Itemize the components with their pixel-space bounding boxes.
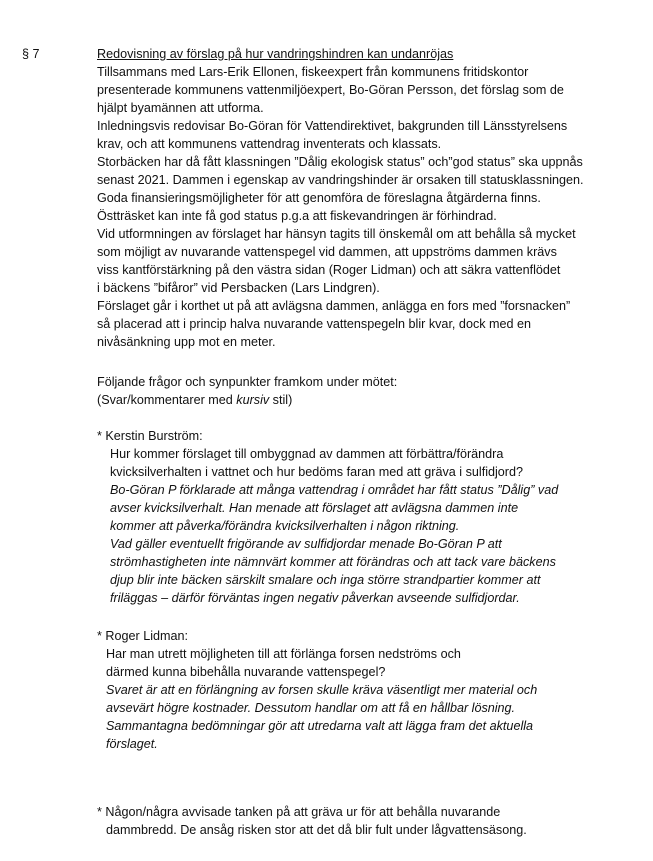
- item-kerstin: [97, 427, 637, 607]
- intro-line: Östträsket kan inte få god status p.g.a att fiskevandringen är förhindrad.: [97, 209, 497, 223]
- item-line: dammbredd. De ansåg risken stor att det då blir fult under lågvattensäsong.: [106, 823, 527, 837]
- intro-line: Förslaget går i korthet ut på att avlägsna dammen, anlägga en fors med ”forsnacken”: [97, 299, 571, 313]
- intro-line: Vid utformningen av förslaget har hänsyn tagits till önskemål om att behålla så mycket: [97, 227, 576, 241]
- question-line: kvicksilverhalten i vattnet och hur bedöms faran med att gräva i sulfidjord?: [110, 465, 523, 479]
- answer-line: Bo-Göran P förklarade att många vattendrag i området har fått status ”Dålig” vad: [110, 483, 559, 497]
- item-line: * Någon/några avvisade tanken på att gräva ur för att behålla nuvarande: [97, 805, 501, 819]
- intro-line: nivåsänkning upp mot en meter.: [97, 335, 276, 349]
- intro-block: [97, 45, 637, 351]
- legend-italic: kursiv: [236, 393, 270, 407]
- question-line: Hur kommer förslaget till ombyggnad av dammen att förbättra/förändra: [110, 447, 504, 461]
- intro-line: presenterade kommunens vattenmiljöexpert, Bo-Göran Persson, det förslag som de: [97, 83, 564, 97]
- item-others: [97, 803, 637, 839]
- intro-line: Tillsammans med Lars-Erik Ellonen, fiskeexpert från kommunens fritidskontor: [97, 65, 529, 79]
- section-number: § 7: [22, 47, 40, 61]
- answer-line: avsevärt högre kostnader. Dessutom handlar om att få en hållbar lösning.: [106, 701, 516, 715]
- item-name: * Kerstin Burström:: [97, 429, 203, 443]
- answer-line: Vad gäller eventuellt frigörande av sulfidjordar menade Bo-Göran P att: [110, 537, 502, 551]
- questions-intro-block: [97, 373, 637, 409]
- answer-line: djup blir inte bäcken särskilt smalare och inga större strandpartier kommer att: [110, 573, 541, 587]
- section-title: Redovisning av förslag på hur vandringshindren kan undanröjas: [97, 47, 454, 61]
- answer-line: förslaget.: [106, 737, 158, 751]
- intro-line: senast 2021. Dammen i egenskap av vandringshinder är orsaken till statusklassningen.: [97, 173, 584, 187]
- intro-line: hjälpt byamännen att utforma.: [97, 101, 264, 115]
- questions-intro: Följande frågor och synpunkter framkom under mötet:: [97, 375, 398, 389]
- legend-prefix: (Svar/kommentarer med: [97, 393, 237, 407]
- intro-line: Storbäcken har då fått klassningen ”Dålig ekologisk status” och”god status” ska uppnås: [97, 155, 583, 169]
- question-line: Har man utrett möjligheten till att förlänga forsen nedströms och: [106, 647, 461, 661]
- answer-line: Sammantagna bedömningar gör att utredarna valt att lägga fram det aktuella: [106, 719, 534, 733]
- question-line: därmed kunna bibehålla nuvarande vattenspegel?: [106, 665, 386, 679]
- intro-line: Goda finansieringsmöjligheter för att genomföra de föreslagna åtgärderna finns.: [97, 191, 541, 205]
- answer-line: avser kvicksilverhalt. Han menade att förslaget att avlägsna dammen inte: [110, 501, 519, 515]
- intro-line: som möjligt av nuvarande vattenspegel vid dammen, att uppströms dammen krävs: [97, 245, 557, 259]
- intro-line: Inledningsvis redovisar Bo-Göran för Vattendirektivet, bakgrunden till Länsstyrelsens: [97, 119, 568, 133]
- answer-line: friläggas – därför förväntas ingen negativ påverkan avseende sulfidjordar.: [110, 591, 520, 605]
- item-roger: [97, 627, 637, 753]
- answer-line: strömhastigheten inte nämnvärt kommer att förändras och att tack vare bäckens: [110, 555, 556, 569]
- legend-suffix: stil): [269, 393, 293, 407]
- item-name: * Roger Lidman:: [97, 629, 189, 643]
- answer-line: kommer att påverka/förändra kvicksilverhalten i någon riktning.: [110, 519, 460, 533]
- intro-line: i bäckens ”bifåror” vid Persbacken (Lars Lindgren).: [97, 281, 380, 295]
- legend-line: [97, 391, 637, 409]
- intro-line: krav, och att kommunens vattendrag inventerats och klassats.: [97, 137, 442, 151]
- intro-line: viss kantförstärkning på den västra sidan (Roger Lidman) och att säkra vattenflödet: [97, 263, 561, 277]
- intro-line: så placerad att i princip halva nuvarande vattenspegeln blir kvar, dock med en: [97, 317, 532, 331]
- answer-line: Svaret är att en förlängning av forsen skulle kräva väsentligt mer material och: [106, 683, 538, 697]
